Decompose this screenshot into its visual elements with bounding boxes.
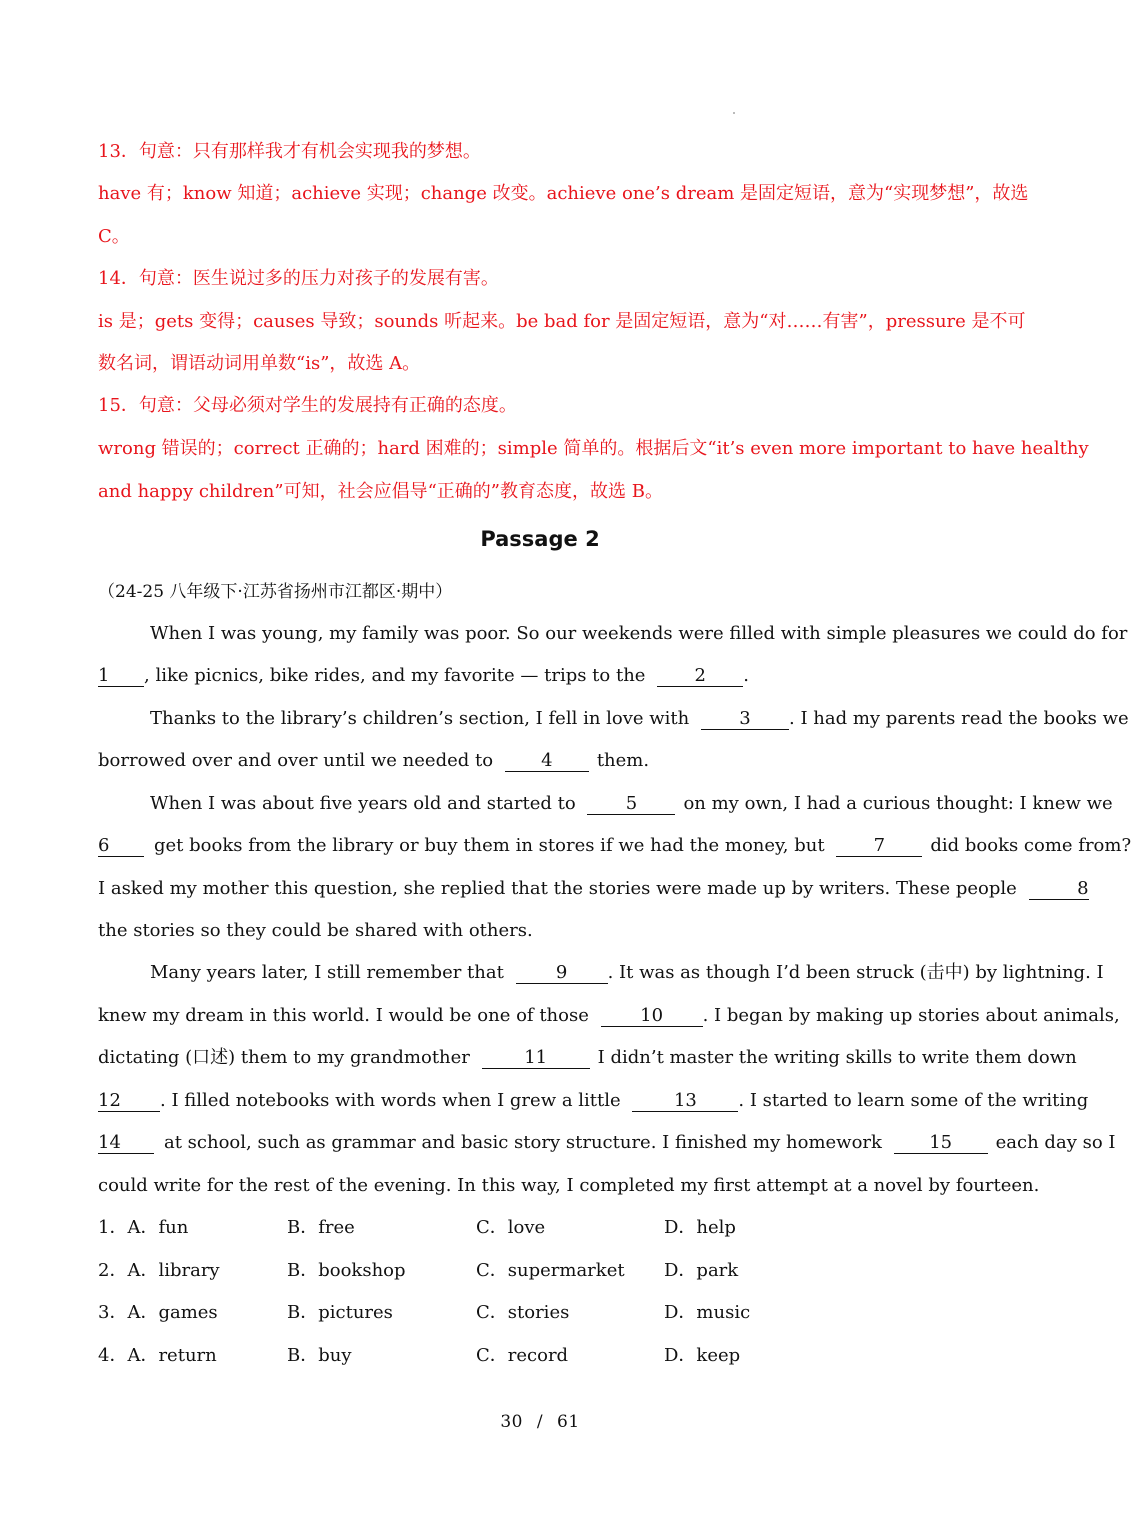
q3-option-d: D．music [664,1302,751,1323]
text-segment: get books from the library or buy them in stores if we had the money, but [154,835,825,856]
page-number [0,1412,1080,1432]
blank-4: 4 [505,751,589,772]
q13-explanation-line2: C。 [98,226,130,247]
q13-explanation-line1: have 有；know 知道；achieve 实现；change 改变。achieve one’s dream 是固定短语，意为“实现梦想”，故选 [98,183,1029,204]
q4-option-c: C．record [476,1345,569,1366]
paragraph-2-line2 [98,748,982,774]
q4-option-d: D．keep [664,1345,741,1366]
q15-title: 15．句意：父母必须对学生的发展持有正确的态度。 [98,395,517,416]
q15-explanation-line2: and happy children”可知，社会应倡导“正确的”教育态度，故选 B。 [98,481,663,502]
q4-option-a: 4．A．return [98,1345,217,1366]
paragraph-1-line2 [98,663,982,689]
blank-13: 13 [632,1091,738,1112]
page-separator: / [536,1412,544,1432]
q3-option-a: 3．A．games [98,1302,218,1323]
q1-option-b: B．free [287,1217,355,1238]
blank-1: 1 [98,666,144,687]
paragraph-4-line1 [150,960,1104,986]
text-segment: I asked my mother this question, she replied that the stories were made up by writers. These people [98,878,1017,899]
q3-option-b: B．pictures [287,1302,393,1323]
q13-title: 13．句意：只有那样我才有机会实现我的梦想。 [98,141,481,162]
paragraph-3-line3 [98,876,1089,902]
text-segment: at school, such as grammar and basic story structure. I finished my homework [164,1132,882,1153]
q14-title: 14．句意：医生说过多的压力对孩子的发展有害。 [98,268,499,289]
blank-8: 8 [1029,879,1089,900]
text-segment: Thanks to the library’s children’s section, I fell in love with 3 . I had my parents read the books we [150,708,1129,729]
current-page: 30 [500,1412,523,1432]
blank-11: 11 [482,1048,590,1069]
text-segment: each day so I [995,1132,1116,1153]
q4-option-b: B．buy [287,1345,352,1366]
blank-10: 10 [601,1006,703,1027]
blank-9: 9 [516,963,608,984]
q2-option-b: B．bookshop [287,1260,406,1281]
text-segment: them. [596,750,650,771]
q1-option-a: 1．A．fun [98,1217,189,1238]
paragraph-3-line1 [150,791,1113,817]
q2-option-c: C．supermarket [476,1260,625,1281]
q14-explanation-line1: is 是；gets 变得；causes 导致；sounds 听起来。be bad for 是固定短语，意为“对……有害”，pressure 是不可 [98,311,1026,332]
text-segment: When I was about five years old and started to [150,793,576,814]
text-segment: Many years later, I still remember that [150,962,504,983]
passage-title: Passage 2 [480,527,600,551]
paragraph-4-line2 [98,1003,1120,1029]
text-segment: , like picnics, bike rides, and my favorite — trips to the [144,665,646,686]
blank-3: 3 [701,709,789,730]
text-segment: . I filled notebooks with words when I grew a little [160,1090,621,1111]
q3-option-c: C．stories [476,1302,570,1323]
blank-14: 14 [98,1133,154,1154]
blank-6: 6 [98,836,144,857]
q1-option-d: D．help [664,1217,736,1238]
text-segment: . It was as though I’d been struck (击中) by lightning. I [607,962,1104,983]
blank-5: 5 [587,794,675,815]
text-segment: borrowed over and over until we needed to [98,750,494,771]
paragraph-4-line3 [98,1045,1077,1071]
paragraph-4-line5 [98,1130,1116,1156]
total-pages: 61 [557,1412,580,1432]
text-segment: on my own, I had a curious thought: I knew we [683,793,1113,814]
paragraph-3-line4: the stories so they could be shared with others. [98,920,533,941]
paragraph-4-line4 [98,1088,1089,1114]
blank-15: 15 [894,1133,988,1154]
text-segment: . I started to learn some of the writing [738,1090,1089,1111]
text-segment: dictating (口述) them to my grandmother [98,1047,470,1068]
q2-option-a: 2．A．library [98,1260,220,1281]
q14-explanation-line2: 数名词，谓语动词用单数“is”，故选 A。 [98,353,421,374]
stray-dot [733,112,735,114]
blank-7: 7 [836,836,922,857]
passage-source: （24-25 八年级下·江苏省扬州市江都区·期中） [98,582,453,602]
paragraph-4-line6: could write for the rest of the evening. In this way, I completed my first attempt at a novel by fourteen. [98,1175,1040,1196]
blank-2: 2 [657,666,743,687]
q2-option-d: D．park [664,1260,739,1281]
paragraph-1-line1: When I was young, my family was poor. So our weekends were filled with simple pleasures we could do for [150,623,1128,644]
q15-explanation-line1: wrong 错误的；correct 正确的；hard 困难的；simple 简单的。根据后文“it’s even more important to have healthy [98,438,1089,459]
text-segment: . I began by making up stories about animals, [702,1005,1120,1026]
text-segment: I didn’t master the writing skills to write them down [597,1047,1077,1068]
text-segment: . [743,665,749,686]
paragraph-3-line2 [98,833,1131,859]
blank-12: 12 [98,1091,160,1112]
text-segment: did books come from? [930,835,1131,856]
paragraph-2-line1 [150,706,1129,732]
q1-option-c: C．love [476,1217,546,1238]
text-segment: knew my dream in this world. I would be one of those [98,1005,589,1026]
